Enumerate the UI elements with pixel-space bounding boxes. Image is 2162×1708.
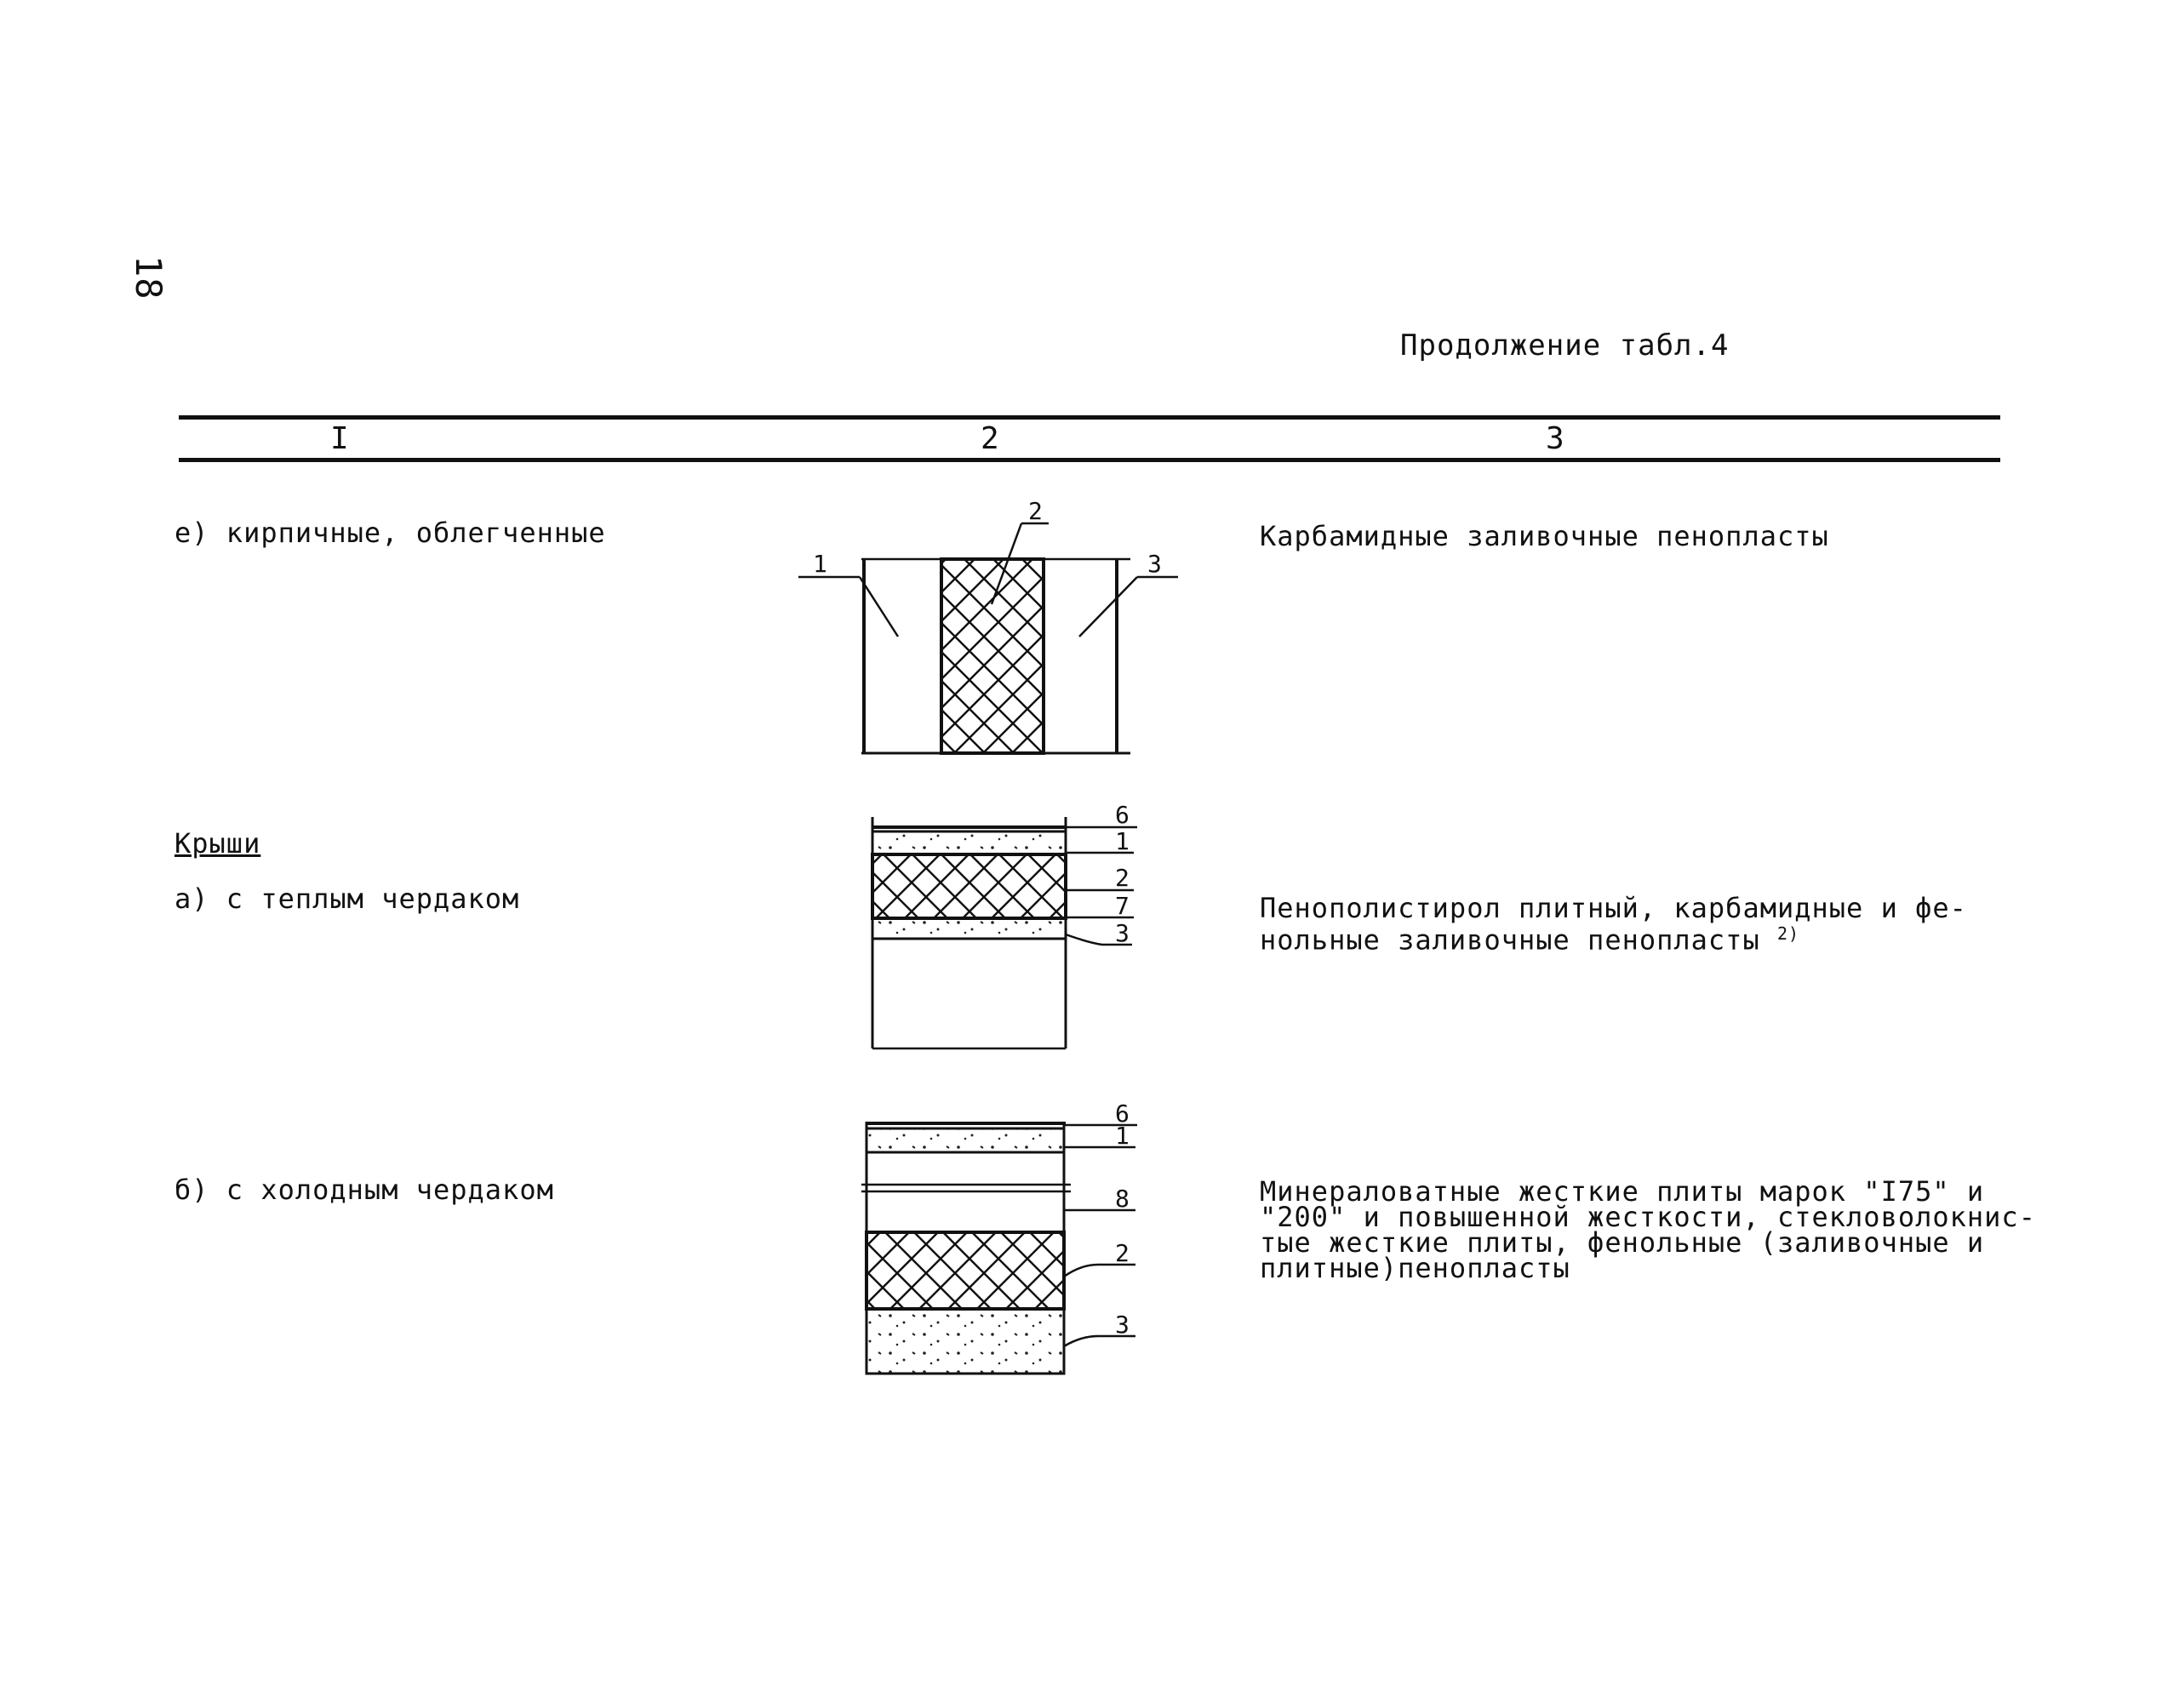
column-header-3: 3 (1546, 421, 1565, 456)
column-header-1: I (330, 421, 350, 456)
table-continuation-title: Продолжение табл.4 (1400, 328, 1730, 363)
insulation-layer (872, 854, 1066, 918)
callout-2: 2 (1115, 864, 1130, 892)
footnote-marker: 2) (1776, 923, 1800, 944)
callout-3: 3 (1115, 1311, 1130, 1339)
callout-6: 6 (1115, 801, 1130, 829)
row-label-cold-attic: б) с холодным чердаком (174, 1174, 554, 1206)
callout-2: 2 (1028, 497, 1043, 525)
insulation-layer (941, 559, 1044, 753)
description-line: Минераловатные жесткие плиты марок "I75" и (1260, 1175, 1985, 1208)
insulation-layer (867, 1232, 1064, 1309)
page-number: 18 (128, 255, 169, 300)
callout-1: 1 (813, 550, 827, 578)
wall-section-drawing (798, 497, 1178, 753)
callout-3: 3 (1115, 919, 1130, 947)
section-heading-roofs: Крыши (174, 827, 261, 860)
column-header-2: 2 (981, 421, 1000, 456)
cold-attic-roof-drawing (861, 1100, 1137, 1374)
warm-attic-roof-drawing (872, 801, 1137, 1048)
callout-1: 1 (1115, 1122, 1130, 1150)
callout-7: 7 (1115, 892, 1130, 920)
row-description-walls-e: Карбамидные заливочные пенопласты (1260, 520, 1829, 552)
description-line: Пенополистирол плитный, карбамидные и фе- (1260, 892, 1967, 924)
callout-1: 1 (1115, 827, 1130, 855)
row-label-walls-e: е) кирпичные, облегченные (174, 517, 606, 549)
callout-8: 8 (1115, 1185, 1130, 1213)
description-line: нольные заливочные пенопласты (1260, 923, 1760, 957)
description-line: плитные)пенопласты (1260, 1252, 1570, 1284)
callout-3: 3 (1147, 550, 1162, 578)
description-line: "200" и повышенной жесткости, стекловолокнис- (1260, 1201, 2036, 1233)
description-line: тые жесткие плиты, фенольные (заливочные и (1260, 1226, 1985, 1259)
callout-2: 2 (1115, 1239, 1130, 1267)
row-label-warm-attic: а) с теплым чердаком (174, 883, 520, 915)
callout-6: 6 (1115, 1100, 1130, 1128)
